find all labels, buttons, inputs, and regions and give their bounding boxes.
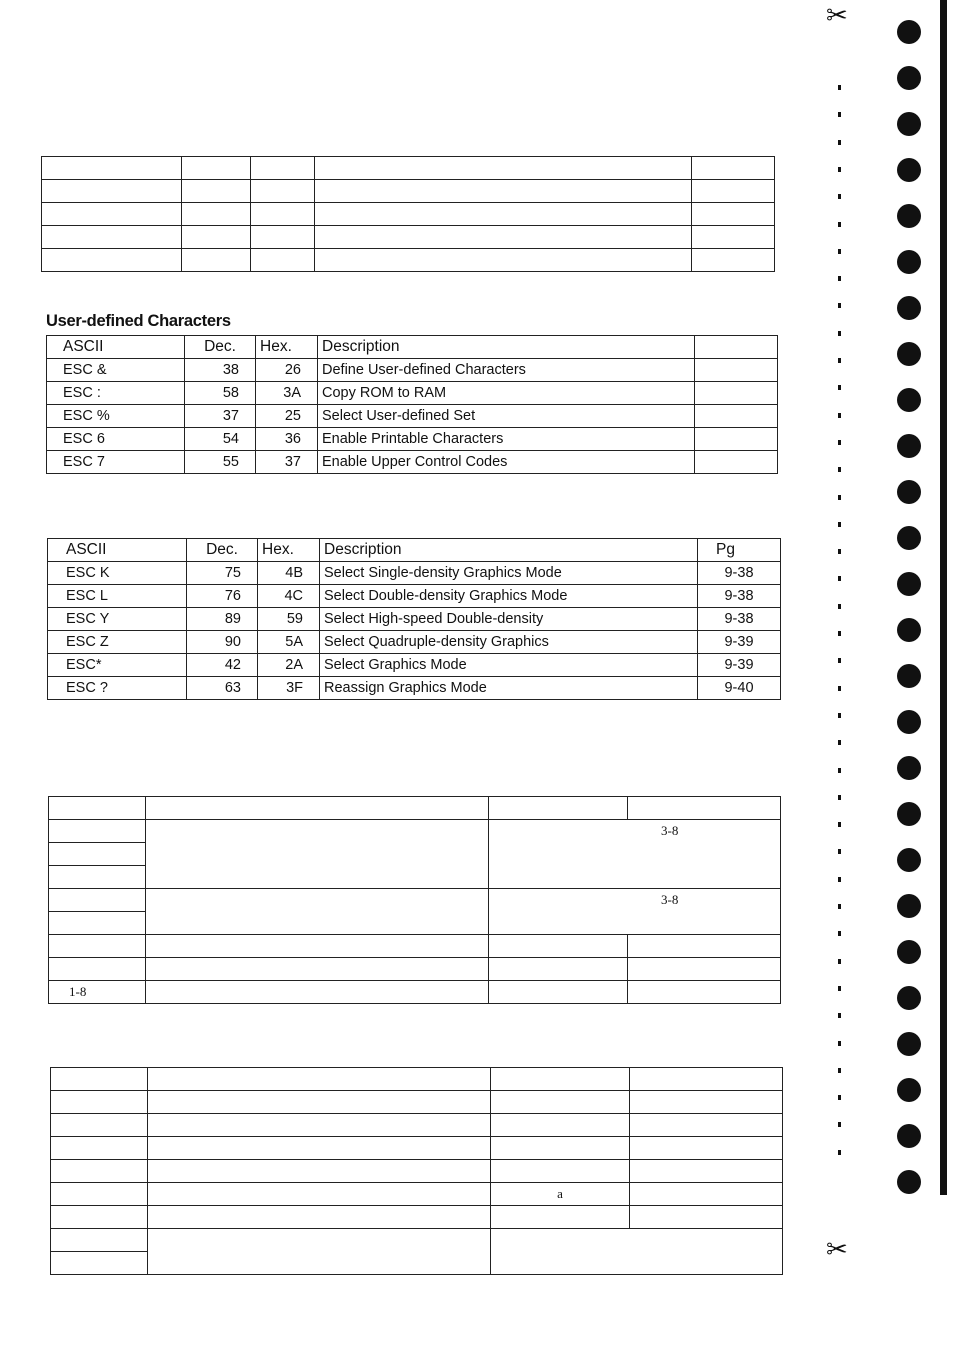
cell-ascii: ESC 7 (47, 451, 185, 474)
table-row (48, 562, 781, 585)
perforation-tick (838, 1150, 841, 1155)
table-row (42, 249, 775, 272)
cell-ascii: ESC L (48, 585, 187, 608)
empty-table-top (41, 156, 775, 272)
cell-pg: 9-38 (698, 608, 781, 631)
cell-dec: 54 (185, 428, 256, 451)
table-row (42, 226, 775, 249)
col-hex: Hex. (258, 539, 320, 562)
binding-hole-icon (897, 296, 921, 320)
scissors-icon: ✂ (826, 0, 848, 30)
table-row (47, 359, 778, 382)
cell-dec: 37 (185, 405, 256, 428)
cell-pg (695, 359, 778, 382)
empty-table-third (48, 796, 781, 1004)
perforation-tick (838, 1068, 841, 1073)
cell-ascii: ESC & (47, 359, 185, 382)
cell-dec: 75 (187, 562, 258, 585)
table-header-row (48, 539, 781, 562)
perforation-tick (838, 467, 841, 472)
table-row (51, 1091, 783, 1114)
cell-pg (695, 382, 778, 405)
cell-hex: 4C (258, 585, 320, 608)
binding-hole-icon (897, 434, 921, 458)
table-row (48, 631, 781, 654)
cell-ascii: ESC 6 (47, 428, 185, 451)
binding-hole-icon (897, 1170, 921, 1194)
table-row (51, 1160, 783, 1183)
cell-description: Enable Printable Characters (318, 428, 695, 451)
table-row (49, 797, 781, 820)
cell-hex: 59 (258, 608, 320, 631)
cell-description: Copy ROM to RAM (318, 382, 695, 405)
binding-hole-icon (897, 618, 921, 642)
cell-pg (695, 451, 778, 474)
cell-dec: 58 (185, 382, 256, 405)
binding-hole-icon (897, 526, 921, 550)
table-row (42, 180, 775, 203)
cell-description: Select Double-density Graphics Mode (320, 585, 698, 608)
cell-description: Select Graphics Mode (320, 654, 698, 677)
perforation-tick (838, 904, 841, 909)
table-row (48, 608, 781, 631)
cell-hex: 3F (258, 677, 320, 700)
table-row (49, 981, 781, 1004)
binding-hole-icon (897, 802, 921, 826)
col-hex: Hex. (256, 336, 318, 359)
perforation-tick (838, 495, 841, 500)
binding-hole-icon (897, 1124, 921, 1148)
cell-description: Select Single-density Graphics Mode (320, 562, 698, 585)
table-row (51, 1183, 783, 1206)
perforation-tick (838, 1122, 841, 1127)
table-row (47, 428, 778, 451)
page-ref: 3-8 (661, 823, 679, 838)
perforation-tick (838, 822, 841, 827)
table-row (51, 1206, 783, 1229)
cell-dec: 89 (187, 608, 258, 631)
table-row (49, 889, 781, 912)
perforation-tick (838, 686, 841, 691)
perforation-tick (838, 1095, 841, 1100)
perforation-tick (838, 303, 841, 308)
perforation-tick (838, 112, 841, 117)
binding-hole-icon (897, 342, 921, 366)
cell-pg: 9-39 (698, 631, 781, 654)
graphics-table (47, 538, 781, 700)
perforation-tick (838, 959, 841, 964)
perforation-tick (838, 658, 841, 663)
table-row (49, 820, 781, 843)
cell-pg: 9-39 (698, 654, 781, 677)
section-title-user-defined: User-defined Characters (46, 312, 231, 330)
cell-hex: 2A (258, 654, 320, 677)
binding-hole-icon (897, 710, 921, 734)
col-ascii: ASCII (48, 539, 187, 562)
perforation-tick (838, 194, 841, 199)
cell-hex: 5A (258, 631, 320, 654)
cell-description: Select User-defined Set (318, 405, 695, 428)
table-row (42, 203, 775, 226)
col-description: Description (320, 539, 698, 562)
perforation-tick (838, 740, 841, 745)
cell-pg: 9-38 (698, 562, 781, 585)
cell-hex: 4B (258, 562, 320, 585)
perforation-tick (838, 358, 841, 363)
cell-mark: a (557, 1186, 563, 1201)
perforation-tick (838, 413, 841, 418)
perforation-tick (838, 576, 841, 581)
binding-hole-icon (897, 986, 921, 1010)
table-row (48, 654, 781, 677)
page-ref: 1-8 (69, 984, 87, 999)
perforation-tick (838, 385, 841, 390)
table-header-row (47, 336, 778, 359)
perforation-tick (838, 249, 841, 254)
cell-hex: 3A (256, 382, 318, 405)
perforation-tick (838, 1013, 841, 1018)
table-row (48, 585, 781, 608)
perforation-tick (838, 1041, 841, 1046)
binding-hole-icon (897, 664, 921, 688)
col-pg (695, 336, 778, 359)
binding-hole-icon (897, 848, 921, 872)
cell-ascii: ESC K (48, 562, 187, 585)
cell-description: Reassign Graphics Mode (320, 677, 698, 700)
cell-pg: 9-40 (698, 677, 781, 700)
perforation-tick (838, 768, 841, 773)
table-row (51, 1114, 783, 1137)
table-row (51, 1229, 783, 1252)
cell-pg (695, 405, 778, 428)
binding-hole-icon (897, 112, 921, 136)
binding-hole-icon (897, 894, 921, 918)
binding-hole-icon (897, 756, 921, 780)
cell-ascii: ESC ? (48, 677, 187, 700)
table-row (47, 451, 778, 474)
cell-hex: 26 (256, 359, 318, 382)
col-description: Description (318, 336, 695, 359)
binding-hole-icon (897, 388, 921, 412)
binding-hole-icon (897, 250, 921, 274)
page-ref: 3-8 (661, 892, 679, 907)
table-row (51, 1137, 783, 1160)
cell-description: Define User-defined Characters (318, 359, 695, 382)
cell-pg: 9-38 (698, 585, 781, 608)
perforation-tick (838, 140, 841, 145)
cell-description: Select Quadruple-density Graphics (320, 631, 698, 654)
cell-ascii: ESC Z (48, 631, 187, 654)
binding-hole-icon (897, 204, 921, 228)
perforation-tick (838, 986, 841, 991)
perforation-tick (838, 222, 841, 227)
binding-hole-icon (897, 66, 921, 90)
binding-hole-icon (897, 1032, 921, 1056)
cell-dec: 90 (187, 631, 258, 654)
table-row (51, 1068, 783, 1091)
cell-dec: 55 (185, 451, 256, 474)
cell-dec: 63 (187, 677, 258, 700)
cell-hex: 25 (256, 405, 318, 428)
binding-hole-icon (897, 1078, 921, 1102)
table-row (49, 935, 781, 958)
perforation-tick (838, 167, 841, 172)
cell-ascii: ESC : (47, 382, 185, 405)
cell-ascii: ESC % (47, 405, 185, 428)
perforation-tick (838, 849, 841, 854)
col-dec: Dec. (185, 336, 256, 359)
binding-hole-icon (897, 480, 921, 504)
perforation-tick (838, 713, 841, 718)
binding-hole-icon (897, 940, 921, 964)
table-row (47, 405, 778, 428)
perforation-tick (838, 931, 841, 936)
table-row (42, 157, 775, 180)
perforation-tick (838, 276, 841, 281)
perforation-tick (838, 85, 841, 90)
perforation-tick (838, 522, 841, 527)
binding-hole-icon (897, 20, 921, 44)
cell-dec: 42 (187, 654, 258, 677)
perforation-tick (838, 631, 841, 636)
scissors-icon: ✂ (826, 1234, 848, 1264)
col-dec: Dec. (187, 539, 258, 562)
col-pg: Pg (698, 539, 781, 562)
col-ascii: ASCII (47, 336, 185, 359)
perforation-tick (838, 440, 841, 445)
perforation-tick (838, 331, 841, 336)
binding-hole-icon (897, 572, 921, 596)
perforation-tick (838, 604, 841, 609)
table-row (47, 382, 778, 405)
binding-spine (940, 0, 947, 1195)
cell-ascii: ESC* (48, 654, 187, 677)
table-row (49, 958, 781, 981)
perforation-tick (838, 877, 841, 882)
binding-hole-icon (897, 158, 921, 182)
perforation-tick (838, 549, 841, 554)
cell-ascii: ESC Y (48, 608, 187, 631)
cell-description: Select High-speed Double-density (320, 608, 698, 631)
cell-hex: 36 (256, 428, 318, 451)
perforation-tick (838, 795, 841, 800)
cell-dec: 38 (185, 359, 256, 382)
cell-dec: 76 (187, 585, 258, 608)
cell-pg (695, 428, 778, 451)
cell-hex: 37 (256, 451, 318, 474)
user-defined-table (46, 335, 778, 474)
cell-description: Enable Upper Control Codes (318, 451, 695, 474)
table-row (48, 677, 781, 700)
empty-table-fourth (50, 1067, 783, 1275)
